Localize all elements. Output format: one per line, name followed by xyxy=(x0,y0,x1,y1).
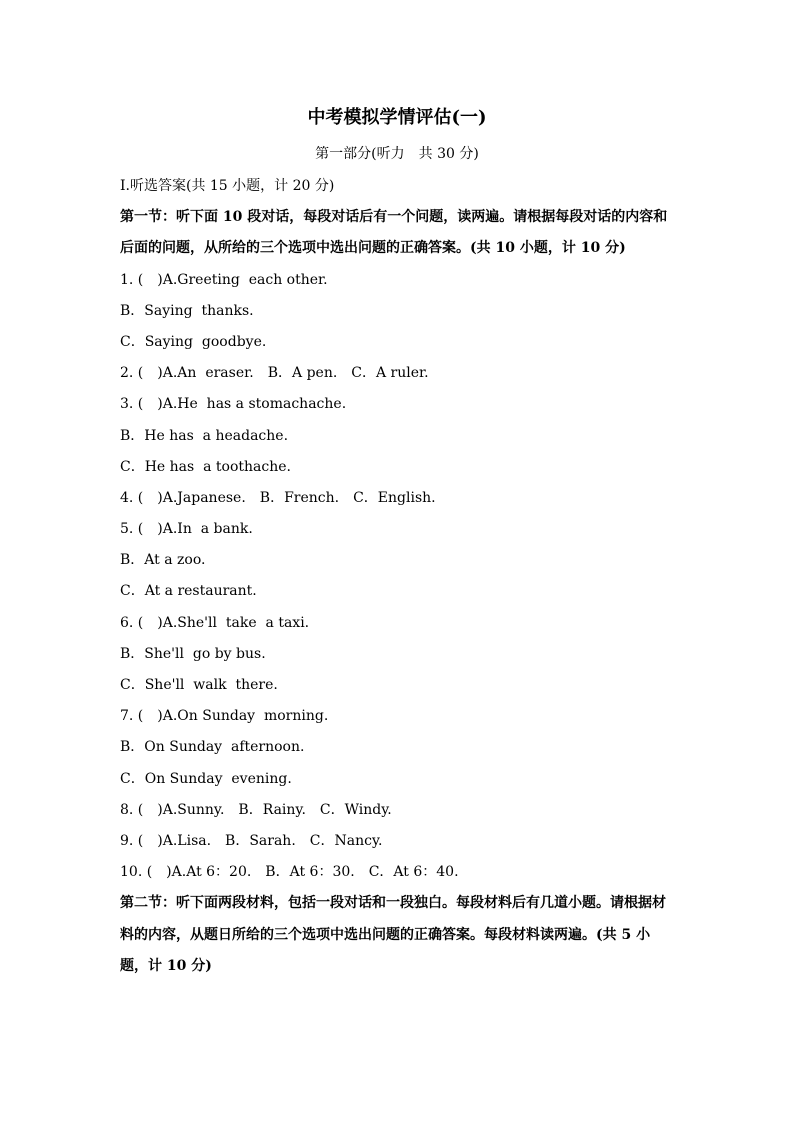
question-line: B．He has a headache. xyxy=(120,427,289,444)
exam-content xyxy=(120,171,676,982)
part2-instruction: 第二节：听下面两段材料，包括一段对话和一段独白。每段材料后有几道小题。请根据材料的内容，从题日所给的三个选项中选出问题的正确答案。每段材料读两遍。(共 5 小题，计 10 分) xyxy=(120,895,666,974)
question-line: 2. ( )A.An eraser. B．A pen. C．A ruler. xyxy=(120,365,429,382)
question-line: 5. ( )A.In a bank. xyxy=(120,521,253,538)
question-line: 3. ( )A.He has a stomachache. xyxy=(120,396,347,413)
section-heading: Ⅰ.听选答案(共 15 小题，计 20 分) xyxy=(120,178,335,194)
question-line: C．She'll walk there. xyxy=(120,677,278,694)
question-line: 8. ( )A.Sunny. B．Rainy. C．Windy. xyxy=(120,801,392,818)
question-line: 4. ( )A.Japanese. B．French. C．English. xyxy=(120,489,436,506)
question-line: 1. ( )A.Greeting each other. xyxy=(120,271,328,288)
question-line: B．On Sunday afternoon. xyxy=(120,739,305,756)
question-line: B．Saying thanks. xyxy=(120,302,254,319)
question-line: C．On Sunday evening. xyxy=(120,770,292,787)
question-line: 10. ( )A.At 6：20. B．At 6：30. C．At 6：40. xyxy=(120,864,459,881)
page-title: 中考模拟学情评估(一) xyxy=(307,107,487,128)
question-line: B．She'll go by bus. xyxy=(120,645,266,662)
question-line: C．At a restaurant. xyxy=(120,583,257,600)
page-subtitle: 第一部分(听力 共 30 分) xyxy=(315,146,479,162)
question-line: C．Saying goodbye. xyxy=(120,333,267,350)
question-line: C．He has a toothache. xyxy=(120,458,291,475)
part1-instruction: 第一节：听下面 10 段对话，每段对话后有一个问题，读两遍。请根据每段对话的内容和后面的问题，从所给的三个选项中选出问题的正确答案。(共 10 小题，计 10 分) xyxy=(120,209,668,257)
question-line: 9. ( )A.Lisa. B．Sarah. C．Nancy. xyxy=(120,832,383,849)
question-line: B．At a zoo. xyxy=(120,552,206,569)
question-line: 7. ( )A.On Sunday morning. xyxy=(120,708,329,725)
question-line: 6. ( )A.She'll take a taxi. xyxy=(120,614,310,631)
